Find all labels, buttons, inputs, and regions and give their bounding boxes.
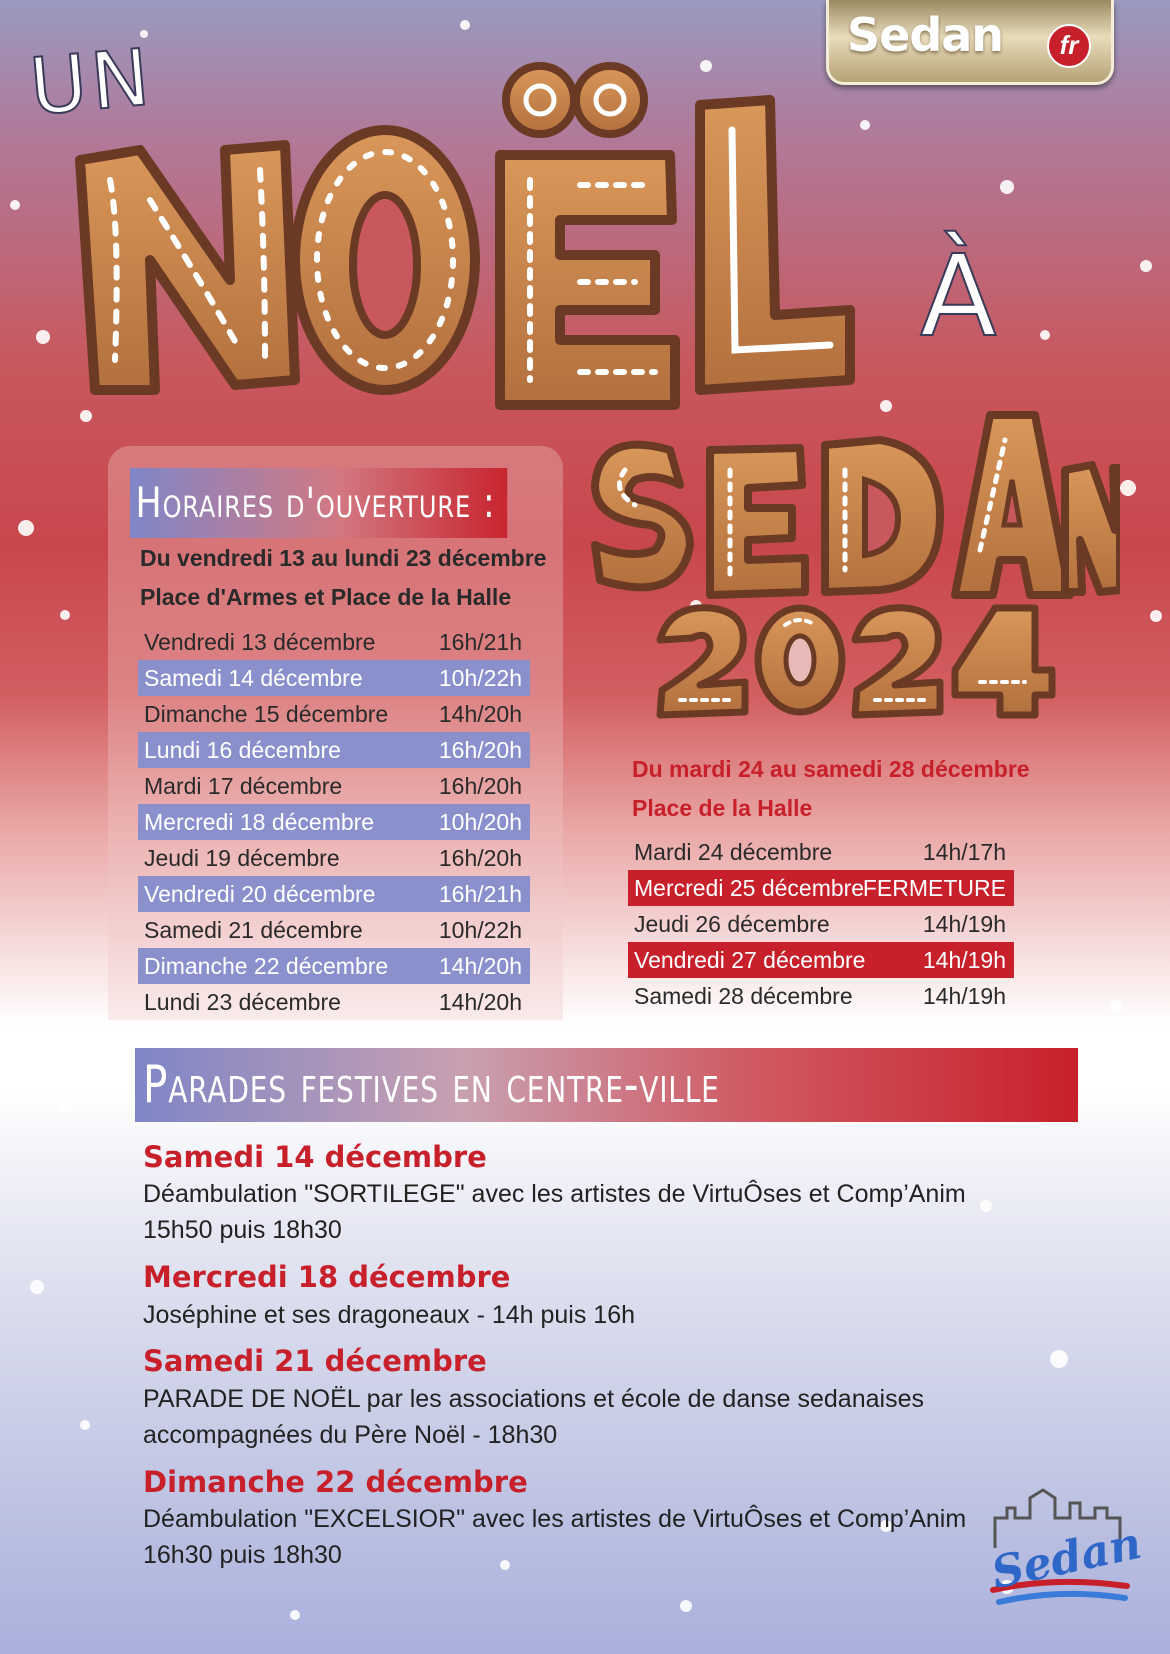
parade-date: Mercredi 18 décembre	[143, 1260, 511, 1294]
schedule-row	[138, 732, 530, 768]
title-sedan-cookies	[580, 410, 1120, 600]
schedule-row	[138, 912, 530, 948]
brand-name: Sedan	[847, 8, 1004, 62]
period2-dates: Du mardi 24 au samedi 28 décembre	[632, 756, 1030, 782]
row-day: Samedi 14 décembre	[144, 665, 363, 691]
row-day: Lundi 23 décembre	[144, 989, 341, 1015]
row-time: 10h/22h	[438, 917, 522, 943]
row-day: Mardi 17 décembre	[144, 773, 343, 799]
sedan-fr-logo	[826, 0, 1114, 85]
parade-time: accompagnées du Père Noël - 18h30	[143, 1421, 558, 1449]
period1-dates: Du vendredi 13 au lundi 23 décembre	[140, 545, 547, 571]
parade-date: Samedi 21 décembre	[143, 1344, 487, 1378]
title-un: UN	[26, 32, 158, 134]
row-day: Vendredi 13 décembre	[144, 629, 376, 655]
schedule-row	[628, 870, 1014, 906]
row-day: Dimanche 15 décembre	[144, 701, 389, 727]
schedule-row	[138, 984, 530, 1020]
schedule-row	[628, 906, 1014, 942]
row-day: Mardi 24 décembre	[634, 839, 833, 865]
schedule-row	[138, 804, 530, 840]
row-day: Lundi 16 décembre	[144, 737, 341, 763]
row-day: Mercredi 25 décembre	[634, 875, 865, 901]
row-time: 16h/21h	[438, 629, 522, 655]
row-time: 10h/22h	[438, 665, 522, 691]
row-time: 14h/19h	[922, 947, 1006, 973]
schedule-row	[138, 696, 530, 732]
town-logo-text: Sedan	[987, 1517, 1146, 1600]
period1-schedule	[138, 624, 530, 1020]
schedule-row	[628, 978, 1014, 1014]
title-a: À	[920, 232, 997, 362]
parade-description: Joséphine et ses dragoneaux - 14h puis 16h	[143, 1301, 636, 1329]
row-time: 14h/19h	[922, 911, 1006, 937]
row-time: 16h/20h	[438, 845, 522, 871]
schedule-row	[138, 624, 530, 660]
row-day: Vendredi 20 décembre	[144, 881, 376, 907]
row-time: FERMETURE	[862, 875, 1006, 901]
row-day: Dimanche 22 décembre	[144, 953, 389, 979]
row-day: Samedi 28 décembre	[634, 983, 853, 1009]
parade-description: Déambulation "EXCELSIOR" avec les artistes de VirtuÔses et Comp’Anim	[143, 1505, 967, 1533]
row-time: 14h/20h	[438, 701, 522, 727]
schedule-row	[628, 834, 1014, 870]
brand-suffix: fr	[1047, 24, 1091, 68]
parade-description: Déambulation "SORTILEGE" avec les artistes de VirtuÔses et Comp’Anim	[143, 1180, 966, 1208]
parade-date: Dimanche 22 décembre	[143, 1465, 528, 1499]
schedule-row	[138, 876, 530, 912]
row-time: 14h/17h	[922, 839, 1006, 865]
parade-time: 16h30 puis 18h30	[143, 1541, 342, 1569]
title-noel-cookies	[60, 60, 860, 420]
period1-place: Place d'Armes et Place de la Halle	[140, 584, 512, 610]
sedan-town-logo	[985, 1478, 1146, 1618]
row-time: 16h/20h	[438, 773, 522, 799]
parades-heading-bar	[135, 1048, 1078, 1122]
row-time: 16h/21h	[438, 881, 522, 907]
period2-place: Place de la Halle	[632, 795, 813, 821]
parades-heading: Parades festives en centre-ville	[143, 1055, 720, 1115]
parade-description: PARADE DE NOËL par les associations et école de danse sedanaises	[143, 1385, 924, 1413]
schedule-row	[628, 942, 1014, 978]
parade-date: Samedi 14 décembre	[143, 1140, 487, 1174]
schedule-row	[138, 840, 530, 876]
row-time: 14h/19h	[922, 983, 1006, 1009]
hours-heading: Horaires d'ouverture :	[130, 468, 507, 538]
row-day: Samedi 21 décembre	[144, 917, 363, 943]
title-year-cookies	[650, 600, 1060, 720]
schedule-row	[138, 948, 530, 984]
row-day: Mercredi 18 décembre	[144, 809, 375, 835]
row-day: Vendredi 27 décembre	[634, 947, 866, 973]
schedule-row	[138, 660, 530, 696]
row-day: Jeudi 19 décembre	[144, 845, 340, 871]
row-time: 14h/20h	[438, 989, 522, 1015]
row-time: 14h/20h	[438, 953, 522, 979]
period2-schedule	[628, 834, 1014, 1014]
row-day: Jeudi 26 décembre	[634, 911, 830, 937]
row-time: 16h/20h	[438, 737, 522, 763]
row-time: 10h/20h	[438, 809, 522, 835]
schedule-row	[138, 768, 530, 804]
parade-time: 15h50 puis 18h30	[143, 1216, 342, 1244]
